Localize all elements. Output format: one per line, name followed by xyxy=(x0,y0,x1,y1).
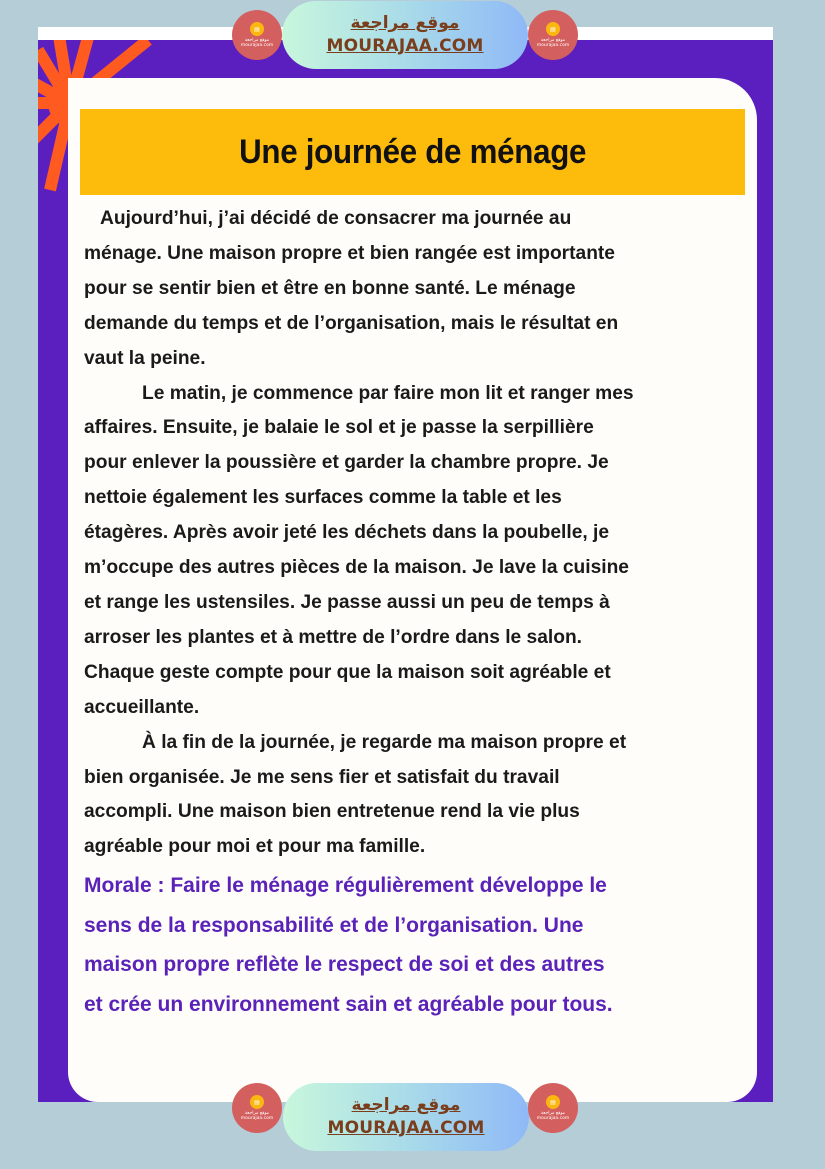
line: Aujourd’hui, j’ai décidé de consacrer ma journée au xyxy=(100,208,572,229)
watermark-badge-right-top xyxy=(528,10,578,60)
line: Le matin, je commence par faire mon lit et ranger mes xyxy=(142,382,634,404)
line: m’occupe des autres pièces de la maison. Je lave la cuisine xyxy=(84,557,629,579)
line: étagères. Après avoir jeté les déchets dans la poubelle, je xyxy=(84,522,610,544)
line: agréable pour moi et pour ma famille. xyxy=(84,836,426,858)
paragraph-1 xyxy=(84,202,749,237)
line: arroser les plantes et à mettre de l’ordre dans le salon. xyxy=(84,626,583,648)
book-icon: ▤ xyxy=(250,1095,264,1109)
watermark-site-link[interactable]: MOURAJAA.COM xyxy=(326,36,484,56)
paragraph-3 xyxy=(84,726,749,761)
paragraph-2 xyxy=(84,377,749,412)
moral-line: maison propre reflète le respect de soi et des autres xyxy=(84,953,605,976)
watermark-banner-top[interactable] xyxy=(282,1,528,69)
moral-line: et crée un environnement sain et agréable pour tous. xyxy=(84,992,613,1016)
line: et range les ustensiles. Je passe aussi un peu de temps à xyxy=(84,591,610,613)
badge-text: موقع مراجعة mourajaa.com xyxy=(536,38,570,48)
moral-text xyxy=(84,866,754,1024)
line: pour enlever la poussière et garder la chambre propre. Je xyxy=(84,452,609,474)
watermark-site-link[interactable]: MOURAJAA.COM xyxy=(327,1118,485,1138)
paragraph-1-cont xyxy=(84,237,749,377)
badge-text: موقع مراجعة mourajaa.com xyxy=(240,1111,274,1121)
moral-line: Morale : Faire le ménage régulièrement développe le xyxy=(84,874,607,897)
badge-text: موقع مراجعة mourajaa.com xyxy=(240,38,274,48)
line: accueillante. xyxy=(84,696,200,718)
watermark-arabic: موقع مراجعة xyxy=(350,13,460,33)
line: accompli. Une maison bien entretenue rend la vie plus xyxy=(84,801,580,823)
line: bien organisée. Je me sens fier et satisfait du travail xyxy=(84,766,560,788)
line: À la fin de la journée, je regarde ma maison propre et xyxy=(142,731,627,753)
book-icon: ▤ xyxy=(546,1095,560,1109)
book-icon: ▤ xyxy=(250,22,264,36)
line: nettoie également les surfaces comme la table et les xyxy=(84,487,562,509)
paragraph-2-cont xyxy=(84,411,749,725)
line: Chaque geste compte pour que la maison soit agréable et xyxy=(84,661,611,683)
line: ménage. Une maison propre et bien rangée est importante xyxy=(84,242,615,264)
watermark-badge-right-bottom xyxy=(528,1083,578,1133)
page-title: Une journée de ménage xyxy=(238,132,587,171)
watermark-banner-bottom[interactable] xyxy=(283,1083,529,1151)
book-icon: ▤ xyxy=(546,22,560,36)
badge-text: موقع مراجعة mourajaa.com xyxy=(536,1111,570,1121)
line: pour se sentir bien et être en bonne santé. Le ménage xyxy=(84,277,576,299)
watermark-badge-left-top xyxy=(232,10,282,60)
line: affaires. Ensuite, je balaie le sol et je passe la serpillière xyxy=(84,417,594,439)
story-text xyxy=(84,202,749,865)
moral-line: sens de la responsabilité et de l’organisation. Une xyxy=(84,913,584,937)
line: demande du temps et de l’organisation, mais le résultat en xyxy=(84,312,619,334)
line: vaut la peine. xyxy=(84,347,206,369)
paragraph-3-cont xyxy=(84,761,749,866)
title-banner xyxy=(80,109,745,195)
watermark-arabic: موقع مراجعة xyxy=(351,1095,461,1115)
watermark-badge-left-bottom xyxy=(232,1083,282,1133)
